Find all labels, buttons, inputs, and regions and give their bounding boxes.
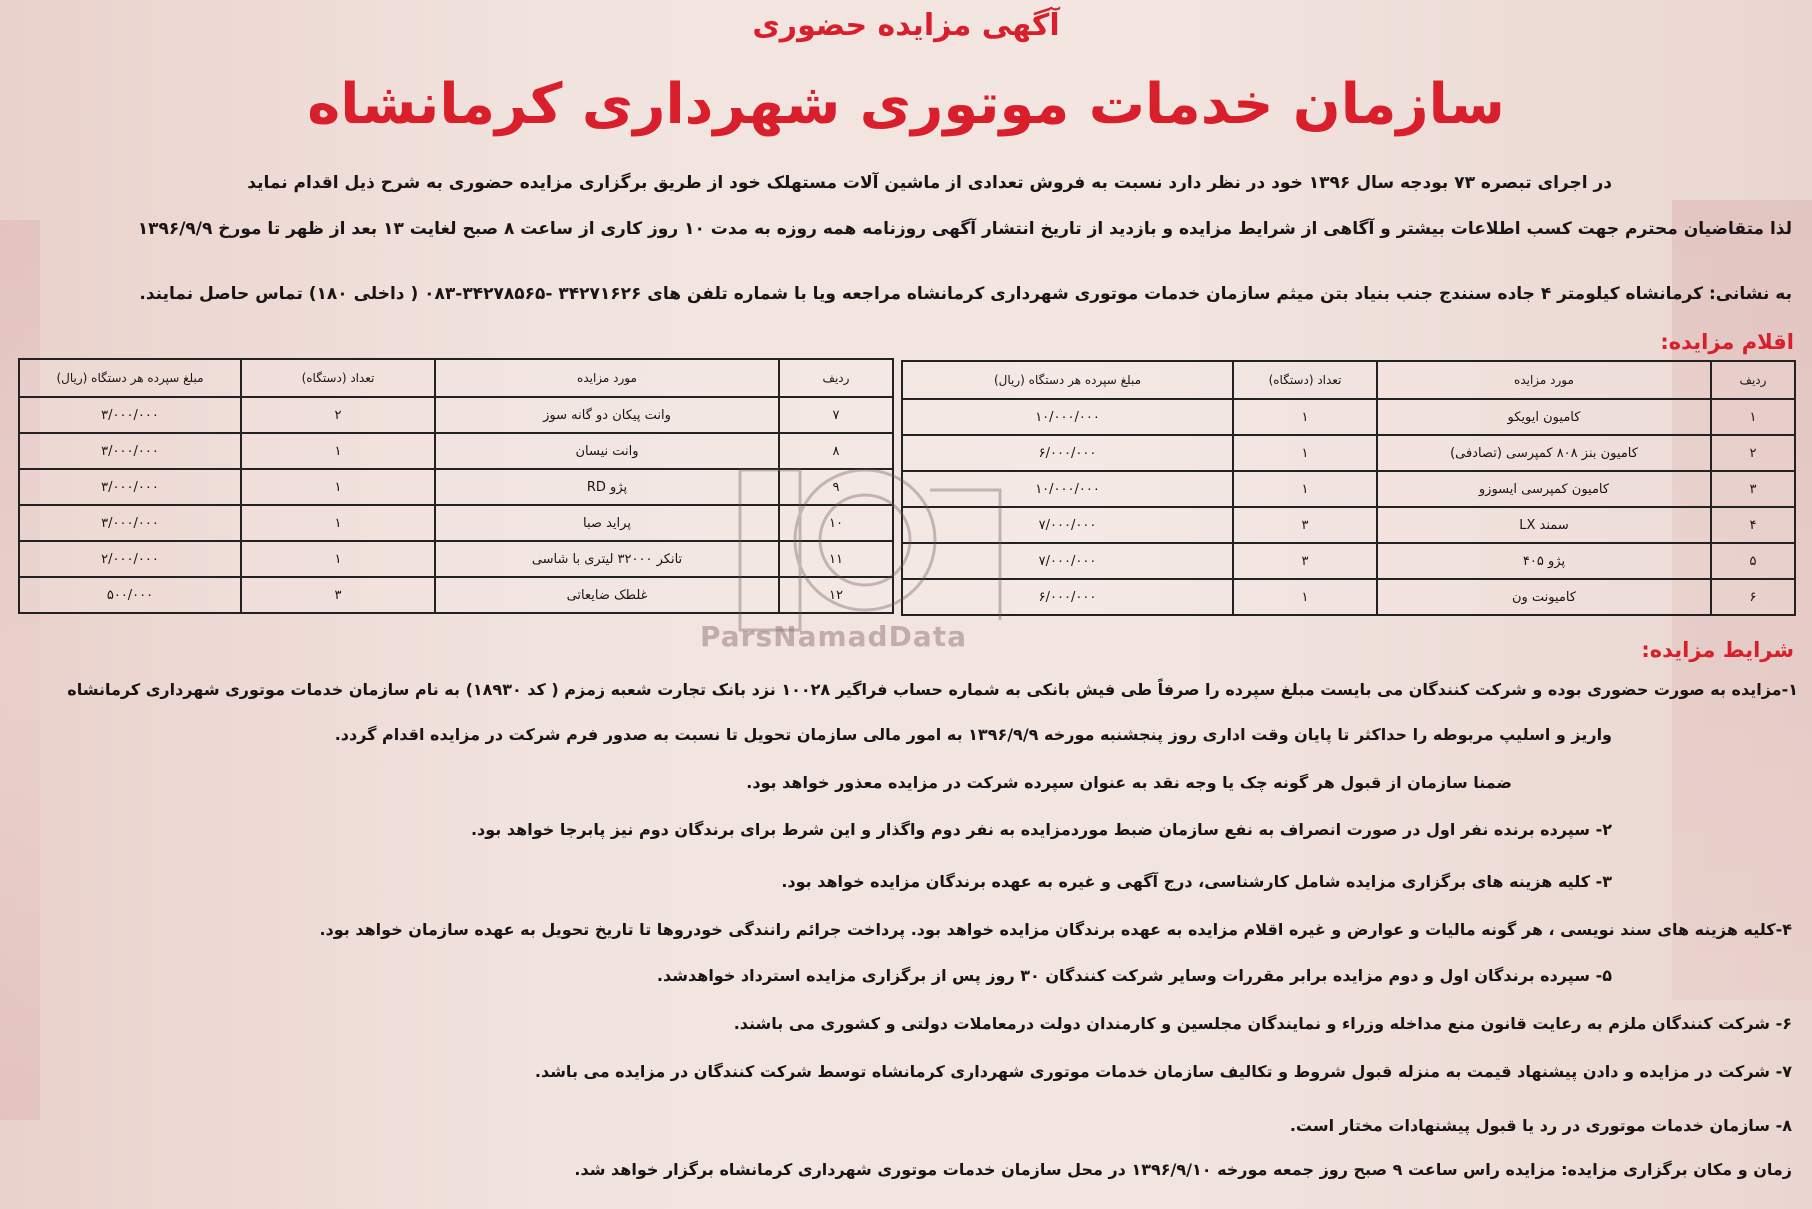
- item-count: ۱: [1233, 579, 1377, 615]
- table-row: [19, 397, 893, 433]
- item-name: غلطک ضایعاتی: [435, 577, 779, 613]
- col-row-header: ردیف: [779, 359, 893, 397]
- item-name: پژو RD: [435, 469, 779, 505]
- condition-line: ۳- کلیه هزینه های برگزاری مزایده شامل کارشناسی، درج آگهی و غیره به عهده برندگان مزایده خواهد بود.: [781, 872, 1612, 891]
- item-deposit: ۳/۰۰۰/۰۰۰: [19, 397, 241, 433]
- item-count: ۱: [1233, 435, 1377, 471]
- item-name: کامیون بنز ۸۰۸ کمپرسی (تصادفی): [1377, 435, 1711, 471]
- table-row: [902, 435, 1795, 471]
- watermark-text: ParsNamadData: [700, 620, 967, 653]
- item-count: ۳: [241, 577, 435, 613]
- item-count: ۲: [241, 397, 435, 433]
- row-number: ۸: [779, 433, 893, 469]
- table-row: [902, 471, 1795, 507]
- item-name: پراید صبا: [435, 505, 779, 541]
- condition-line: ۷- شرکت در مزایده و دادن پیشنهاد قیمت به منزله قبول شروط و تکالیف سازمان خدمات موتوری شهرداری کرمانشاه توسط شرکت کنندگان در مزایده می باشد.: [534, 1062, 1792, 1081]
- condition-line: ضمنا سازمان از قبول هر گونه چک یا وجه نقد به عنوان سپرده شرکت در مزایده معذور خواهد بود.: [746, 773, 1512, 792]
- row-number: ۲: [1711, 435, 1795, 471]
- row-number: ۳: [1711, 471, 1795, 507]
- items-table-right: [901, 360, 1796, 616]
- row-number: ۶: [1711, 579, 1795, 615]
- row-number: ۷: [779, 397, 893, 433]
- item-deposit: ۲/۰۰۰/۰۰۰: [19, 541, 241, 577]
- col-count-header: تعداد (دستگاه): [241, 359, 435, 397]
- item-deposit: ۱۰/۰۰۰/۰۰۰: [902, 471, 1233, 507]
- item-count: ۳: [1233, 543, 1377, 579]
- item-deposit: ۶/۰۰۰/۰۰۰: [902, 579, 1233, 615]
- table-row: [902, 399, 1795, 435]
- condition-line: ۲- سپرده برنده نفر اول در صورت انصراف به نفع سازمان ضبط موردمزایده به نفر دوم واگذار و این شرط برای برندگان دوم نیز پابرجا خواهد بود.: [470, 820, 1612, 839]
- item-deposit: ۱۰/۰۰۰/۰۰۰: [902, 399, 1233, 435]
- col-item-header: مورد مزایده: [435, 359, 779, 397]
- item-name: کامیونت ون: [1377, 579, 1711, 615]
- item-count: ۳: [1233, 507, 1377, 543]
- item-name: وانت پیکان دو گانه سوز: [435, 397, 779, 433]
- row-number: ۱۲: [779, 577, 893, 613]
- item-deposit: ۳/۰۰۰/۰۰۰: [19, 433, 241, 469]
- row-number: ۱۰: [779, 505, 893, 541]
- item-deposit: ۵۰۰/۰۰۰: [19, 577, 241, 613]
- item-deposit: ۶/۰۰۰/۰۰۰: [902, 435, 1233, 471]
- item-name: کامیون کمپرسی ایسوزو: [1377, 471, 1711, 507]
- condition-line: ۸- سازمان خدمات موتوری در رد یا قبول پیشنهادات مختار است.: [1289, 1116, 1792, 1135]
- table-row: [902, 543, 1795, 579]
- item-name: کامیون ایویکو: [1377, 399, 1711, 435]
- item-deposit: ۷/۰۰۰/۰۰۰: [902, 507, 1233, 543]
- item-count: ۱: [1233, 399, 1377, 435]
- condition-line: ۶- شرکت کنندگان ملزم به رعایت قانون منع مداخله وزراء و نمایندگان مجلسین و کارمندان دولت درمعاملات دولتی و کشوری می باشند.: [733, 1014, 1792, 1033]
- condition-line: ۵- سپرده برندگان اول و دوم مزایده برابر مقررات وسایر شرکت کنندگان ۳۰ روز پس از برگزاری مزایده استرداد خواهدشد.: [656, 966, 1612, 985]
- row-number: ۱۱: [779, 541, 893, 577]
- item-deposit: ۳/۰۰۰/۰۰۰: [19, 505, 241, 541]
- col-deposit-header: مبلغ سپرده هر دستگاه (ریال): [19, 359, 241, 397]
- intro-line-3: به نشانی: کرمانشاه کیلومتر ۴ جاده سنندج جنب بنیاد بتن میثم سازمان خدمات موتوری شهرداری کرمانشاه مراجعه ویا با شماره تلفن های ۳۴۲۷۱۶۲۶ -۳۴۲۷۸۵۶۵-۰۸۳ ( داخلی ۱۸۰) تماس حاصل نمایند.: [139, 284, 1792, 304]
- intro-line-2: لذا متقاضیان محترم جهت کسب اطلاعات بیشتر و آگاهی از شرایط مزایده و بازدید از تاریخ انتشار آگهی روزنامه همه روزه به مدت ۱۰ روز کاری از ساعت ۸ صبح لغایت ۱۳ بعد از ظهر تا مورخ ۱۳۹۶/۹/۹: [137, 219, 1792, 239]
- table-row: [902, 507, 1795, 543]
- conditions-heading: شرایط مزایده:: [1641, 638, 1794, 662]
- item-count: ۱: [241, 433, 435, 469]
- row-number: ۴: [1711, 507, 1795, 543]
- items-heading: اقلام مزایده:: [1660, 330, 1794, 354]
- item-count: ۱: [1233, 471, 1377, 507]
- item-deposit: ۷/۰۰۰/۰۰۰: [902, 543, 1233, 579]
- ad-title: سازمان خدمات موتوری شهرداری کرمانشاه: [307, 72, 1505, 137]
- table-row: [902, 579, 1795, 615]
- item-name: وانت نیسان: [435, 433, 779, 469]
- col-row-header: ردیف: [1711, 361, 1795, 399]
- col-deposit-header: مبلغ سپرده هر دستگاه (ریال): [902, 361, 1233, 399]
- item-name: پژو ۴۰۵: [1377, 543, 1711, 579]
- item-name: تانکر ۳۲۰۰۰ لیتری با شاسی: [435, 541, 779, 577]
- row-number: ۱: [1711, 399, 1795, 435]
- item-count: ۱: [241, 541, 435, 577]
- item-name: سمند LX: [1377, 507, 1711, 543]
- row-number: ۹: [779, 469, 893, 505]
- condition-line: ۱-مزایده به صورت حضوری بوده و شرکت کنندگان می بایست مبلغ سپرده را صرفاً طی فیش بانکی به شماره حساب فراگیر ۱۰۰۲۸ نزد بانک تجارت شعبه زمزم ( کد ۱۸۹۳۰) به نام سازمان خدمات موتوری شهرداری کرمانشاه: [67, 680, 1798, 699]
- item-deposit: ۳/۰۰۰/۰۰۰: [19, 469, 241, 505]
- col-count-header: تعداد (دستگاه): [1233, 361, 1377, 399]
- bleed-through-left: [0, 220, 40, 1120]
- event-time-location: زمان و مکان برگزاری مزایده: مزایده راس ساعت ۹ صبح روز جمعه مورخه ۱۳۹۶/۹/۱۰ در محل سازمان خدمات موتوری شهرداری کرمانشاه برگزار خواهد شد.: [574, 1160, 1792, 1179]
- intro-line-1: در اجرای تبصره ۷۳ بودجه سال ۱۳۹۶ خود در نظر دارد نسبت به فروش تعدادی از ماشین آلات مستهلک خود از طریق برگزاری مزایده حضوری به شرح ذیل اقدام نماید: [247, 173, 1612, 193]
- row-number: ۵: [1711, 543, 1795, 579]
- condition-line: واریز و اسلیپ مربوطه را حداکثر تا پایان وقت اداری روز پنجشنبه مورخه ۱۳۹۶/۹/۹ به امور مالی سازمان تحویل تا نسبت به صدور فرم شرکت در مزایده اقدام گردد.: [334, 725, 1612, 744]
- ad-subtitle: آگهی مزایده حضوری: [752, 8, 1060, 43]
- item-count: ۱: [241, 505, 435, 541]
- col-item-header: مورد مزایده: [1377, 361, 1711, 399]
- item-count: ۱: [241, 469, 435, 505]
- condition-line: ۴-کلیه هزینه های سند نویسی ، هر گونه مالیات و عوارض و غیره اقلام مزایده به عهده برندگان مزایده خواهد بود. پرداخت جرائم رانندگی خودروها تا تاریخ تحویل به عهده سازمان خواهد بود.: [319, 920, 1792, 939]
